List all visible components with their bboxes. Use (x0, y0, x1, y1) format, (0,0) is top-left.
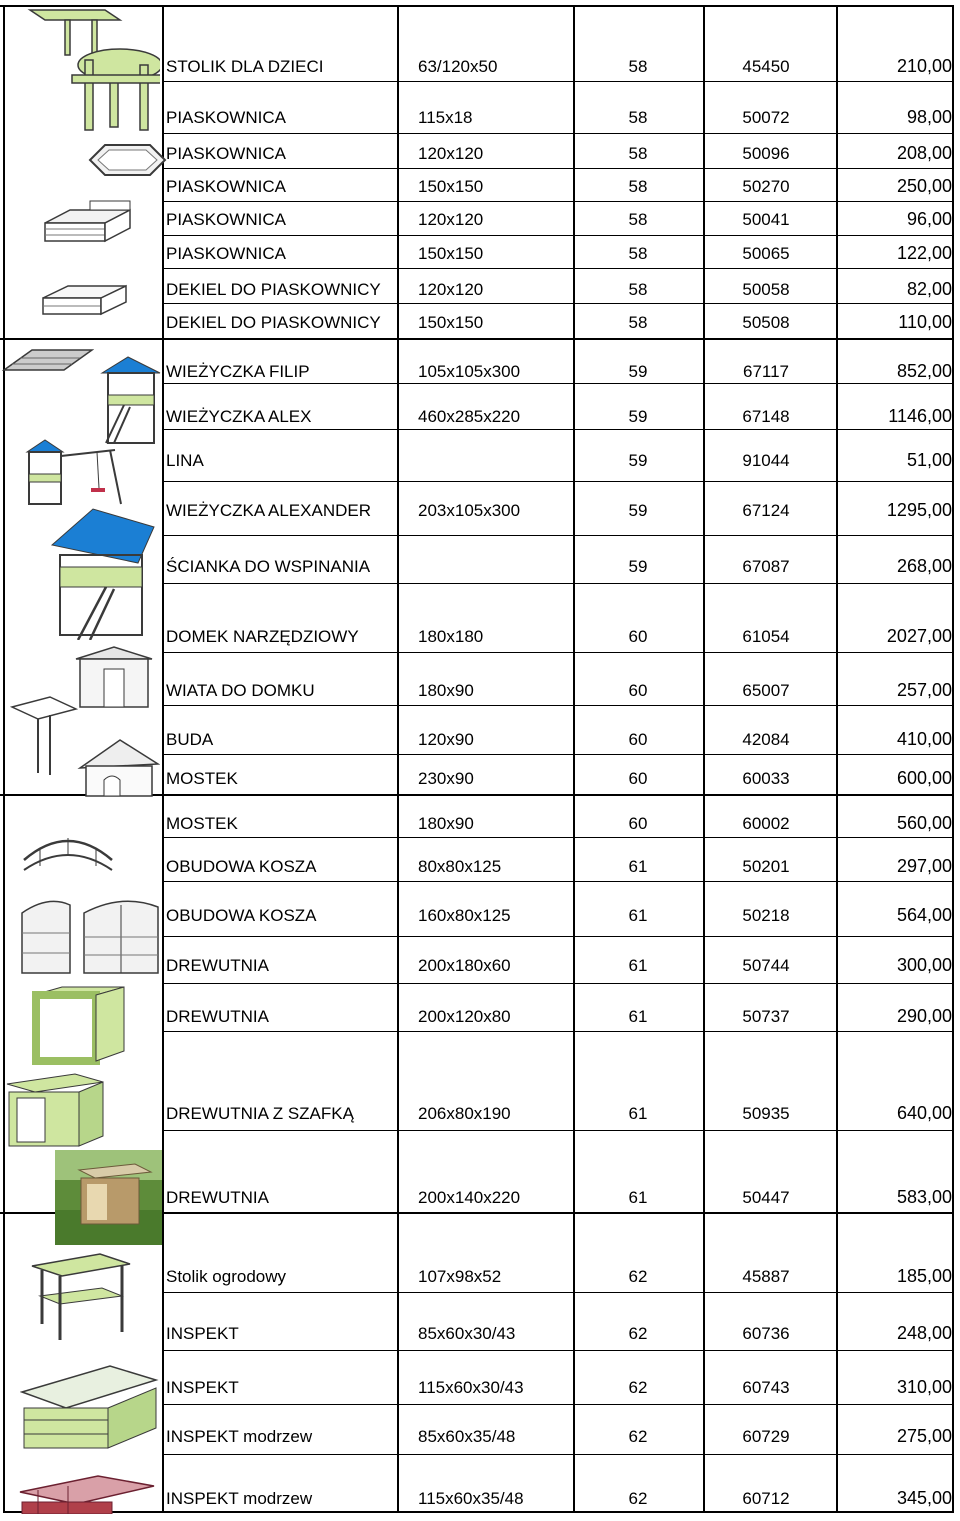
cell-price: 96,00 (906, 209, 952, 229)
cell-size: 206x80x190 (418, 1104, 511, 1123)
cell-page: 58 (628, 280, 648, 299)
cell-code: 50218 (742, 906, 790, 925)
cell-price: 268,00 (896, 556, 952, 576)
cell-size: 85x60x30/43 (418, 1324, 516, 1343)
row-separator (163, 1350, 952, 1351)
cell-price: 297,00 (896, 856, 952, 876)
cell-name: STOLIK DLA DZIECI (166, 57, 324, 76)
cell-price: 310,00 (896, 1377, 952, 1397)
cell-name: DREWUTNIA (166, 1007, 269, 1026)
picnic-table-image (10, 5, 160, 135)
cell-price: 2027,00 (886, 626, 952, 646)
cell-page: 59 (628, 451, 648, 470)
cell-page: 58 (628, 210, 648, 229)
cell-size: 460x285x220 (418, 407, 521, 426)
cell-size: 203x105x300 (418, 501, 521, 520)
cell-size: 180x90 (418, 681, 474, 700)
cell-code: 50508 (742, 313, 790, 332)
cell-size: 150x150 (418, 313, 484, 332)
row-separator (163, 268, 952, 269)
cell-price: 275,00 (896, 1426, 952, 1446)
cell-price: 51,00 (906, 450, 952, 470)
cell-size: 107x98x52 (418, 1267, 502, 1286)
cell-code: 60743 (742, 1378, 790, 1397)
cell-page: 58 (628, 57, 648, 76)
row-separator (163, 235, 952, 236)
row-separator (163, 201, 952, 202)
cell-name: DREWUTNIA (166, 1188, 269, 1207)
cell-price: 345,00 (896, 1488, 952, 1508)
cell-price: 122,00 (896, 243, 952, 263)
row-separator (163, 168, 952, 169)
row-separator (163, 754, 952, 755)
cell-name: OBUDOWA KOSZA (166, 857, 317, 876)
cell-code: 50072 (742, 108, 790, 127)
cell-name: MOSTEK (166, 769, 238, 788)
cell-page: 62 (628, 1267, 648, 1286)
cell-name: INSPEKT modrzew (166, 1489, 313, 1508)
cell-size: 150x150 (418, 177, 484, 196)
cell-price: 300,00 (896, 955, 952, 975)
cell-code: 60736 (742, 1324, 790, 1343)
cell-page: 58 (628, 177, 648, 196)
tower-alex-swing-image (15, 438, 125, 508)
row-separator (163, 81, 952, 82)
cell-price: 248,00 (896, 1323, 952, 1343)
cell-page: 62 (628, 1427, 648, 1446)
cell-name: PIASKOWNICA (166, 144, 286, 163)
cell-code: 65007 (742, 681, 790, 700)
cell-code: 50096 (742, 144, 790, 163)
cell-code: 50447 (742, 1188, 790, 1207)
cell-size: 105x105x300 (418, 362, 521, 381)
cell-size: 120x120 (418, 210, 484, 229)
cell-name: LINA (166, 451, 204, 470)
row-separator (163, 583, 952, 584)
row-separator (163, 481, 952, 482)
cell-code: 45450 (742, 57, 790, 76)
tool-shed-image (74, 645, 154, 710)
cell-code: 50935 (742, 1104, 790, 1123)
cell-name: WIEŻYCZKA ALEXANDER (166, 501, 371, 520)
sandbox-with-lid-image (40, 198, 135, 246)
row-separator (163, 983, 952, 984)
cell-size: 120x90 (418, 730, 474, 749)
cell-name: PIASKOWNICA (166, 177, 286, 196)
cell-page: 60 (628, 814, 648, 833)
woodshed-image (32, 985, 127, 1065)
cell-name: WIATA DO DOMKU (166, 681, 315, 700)
cell-name: INSPEKT modrzew (166, 1427, 313, 1446)
row-separator (163, 936, 952, 937)
cell-name: INSPEKT (166, 1324, 239, 1343)
row-separator (163, 1292, 952, 1293)
cell-page: 61 (628, 906, 648, 925)
cell-name: PIASKOWNICA (166, 244, 286, 263)
cell-size: 85x60x35/48 (418, 1427, 516, 1446)
cell-price: 852,00 (896, 361, 952, 381)
cell-code: 67087 (742, 557, 790, 576)
cell-page: 60 (628, 769, 648, 788)
column-divider (836, 5, 838, 1513)
row-separator (163, 1404, 952, 1405)
shed-canopy-image (10, 695, 78, 775)
cell-size: 115x60x30/43 (418, 1378, 524, 1397)
cell-page: 58 (628, 313, 648, 332)
cell-page: 58 (628, 108, 648, 127)
cell-page: 61 (628, 1104, 648, 1123)
cell-code: 67124 (742, 501, 790, 520)
column-divider (162, 5, 164, 1513)
cell-price: 250,00 (896, 176, 952, 196)
cell-size: 180x180 (418, 627, 484, 646)
cell-page: 59 (628, 362, 648, 381)
cell-size: 63/120x50 (418, 57, 498, 76)
cell-size: 180x90 (418, 814, 474, 833)
cell-name: INSPEKT (166, 1378, 239, 1397)
cell-price: 583,00 (896, 1187, 952, 1207)
row-separator (163, 133, 952, 134)
cell-price: 410,00 (896, 729, 952, 749)
row-separator (163, 429, 952, 430)
square-sandbox-image (38, 280, 128, 320)
cell-page: 62 (628, 1378, 648, 1397)
cell-price: 210,00 (896, 56, 952, 76)
cell-code: 50041 (742, 210, 790, 229)
cell-page: 60 (628, 681, 648, 700)
cell-price: 98,00 (906, 107, 952, 127)
cell-page: 61 (628, 956, 648, 975)
row-separator (0, 338, 952, 340)
cell-price: 564,00 (896, 905, 952, 925)
cell-code: 67148 (742, 407, 790, 426)
cell-size: 160x80x125 (418, 906, 511, 925)
row-separator (163, 535, 952, 536)
cell-name: MOSTEK (166, 814, 238, 833)
cell-price: 560,00 (896, 813, 952, 833)
doghouse-image (76, 738, 160, 800)
cell-price: 640,00 (896, 1103, 952, 1123)
cell-name: DEKIEL DO PIASKOWNICY (166, 313, 381, 332)
cell-price: 600,00 (896, 768, 952, 788)
cell-code: 50737 (742, 1007, 790, 1026)
larch-cold-frame-image (18, 1472, 158, 1514)
cell-size: 115x60x35/48 (418, 1489, 524, 1508)
cell-page: 61 (628, 1007, 648, 1026)
row-separator (163, 383, 952, 384)
cell-page: 59 (628, 501, 648, 520)
bridge-image (20, 820, 116, 878)
cell-price: 82,00 (906, 279, 952, 299)
row-separator (163, 1454, 952, 1455)
cell-name: OBUDOWA KOSZA (166, 906, 317, 925)
sandbox-lid-image (2, 348, 94, 374)
cell-code: 50065 (742, 244, 790, 263)
hexagonal-sandbox-image (80, 140, 170, 180)
cold-frame-image (20, 1362, 160, 1452)
cell-code: 60712 (742, 1489, 790, 1508)
cell-size: 150x150 (418, 244, 484, 263)
cell-name: DREWUTNIA (166, 956, 269, 975)
cell-name: ŚCIANKA DO WSPINANIA (166, 557, 371, 576)
cell-code: 42084 (742, 730, 790, 749)
cell-code: 67117 (742, 362, 789, 381)
woodshed-cabinet-image (5, 1072, 105, 1150)
cell-price: 257,00 (896, 680, 952, 700)
cell-price: 1146,00 (888, 406, 952, 426)
cell-price: 1295,00 (886, 500, 952, 520)
table-border-right (952, 5, 954, 1513)
cell-code: 60729 (742, 1427, 790, 1446)
cell-size: 120x120 (418, 280, 484, 299)
cell-name: WIEŻYCZKA FILIP (166, 362, 310, 381)
cell-name: PIASKOWNICA (166, 210, 286, 229)
table-border-left (3, 5, 5, 1513)
cell-size: 230x90 (418, 769, 474, 788)
row-separator (163, 1031, 952, 1032)
cell-name: BUDA (166, 730, 214, 749)
cell-code: 50058 (742, 280, 790, 299)
cell-page: 59 (628, 407, 648, 426)
cell-code: 50744 (742, 956, 790, 975)
cell-name: WIEŻYCZKA ALEX (166, 407, 312, 426)
cell-size: 200x140x220 (418, 1188, 521, 1207)
woodshed-photo-image (55, 1150, 162, 1245)
cell-price: 110,00 (898, 312, 952, 332)
cell-page: 58 (628, 144, 648, 163)
cell-price: 208,00 (896, 143, 952, 163)
cell-name: Stolik ogrodowy (166, 1267, 287, 1286)
row-separator (163, 881, 952, 882)
cell-size: 120x120 (418, 144, 484, 163)
cell-code: 50201 (742, 857, 790, 876)
garden-table-image (30, 1252, 132, 1344)
cell-name: DEKIEL DO PIASKOWNICY (166, 280, 381, 299)
cell-name: DREWUTNIA Z SZAFKĄ (166, 1104, 354, 1123)
cell-page: 61 (628, 1188, 648, 1207)
tower-alexander-image (48, 505, 158, 640)
cell-code: 61054 (742, 627, 790, 646)
cell-size: 200x180x60 (418, 956, 511, 975)
cell-page: 62 (628, 1489, 648, 1508)
row-separator (163, 1130, 952, 1131)
row-separator (163, 705, 952, 706)
cell-code: 60033 (742, 769, 790, 788)
cell-page: 60 (628, 627, 648, 646)
cell-page: 60 (628, 730, 648, 749)
row-separator (163, 303, 952, 304)
cell-size: 115x18 (418, 108, 473, 127)
cell-code: 91044 (742, 451, 790, 470)
cell-code: 50270 (742, 177, 790, 196)
cell-page: 62 (628, 1324, 648, 1343)
cell-name: PIASKOWNICA (166, 108, 286, 127)
cell-code: 45887 (742, 1267, 790, 1286)
row-separator (163, 837, 952, 838)
cell-size: 200x120x80 (418, 1007, 511, 1026)
cell-code: 60002 (742, 814, 790, 833)
row-separator (163, 652, 952, 653)
cell-name: DOMEK NARZĘDZIOWY (166, 627, 359, 646)
cell-page: 58 (628, 244, 648, 263)
cell-price: 290,00 (896, 1006, 952, 1026)
bin-shelters-image (18, 893, 160, 978)
cell-page: 61 (628, 857, 648, 876)
cell-size: 80x80x125 (418, 857, 502, 876)
tower-filip-image (98, 355, 164, 445)
cell-page: 59 (628, 557, 648, 576)
cell-price: 185,00 (896, 1266, 952, 1286)
